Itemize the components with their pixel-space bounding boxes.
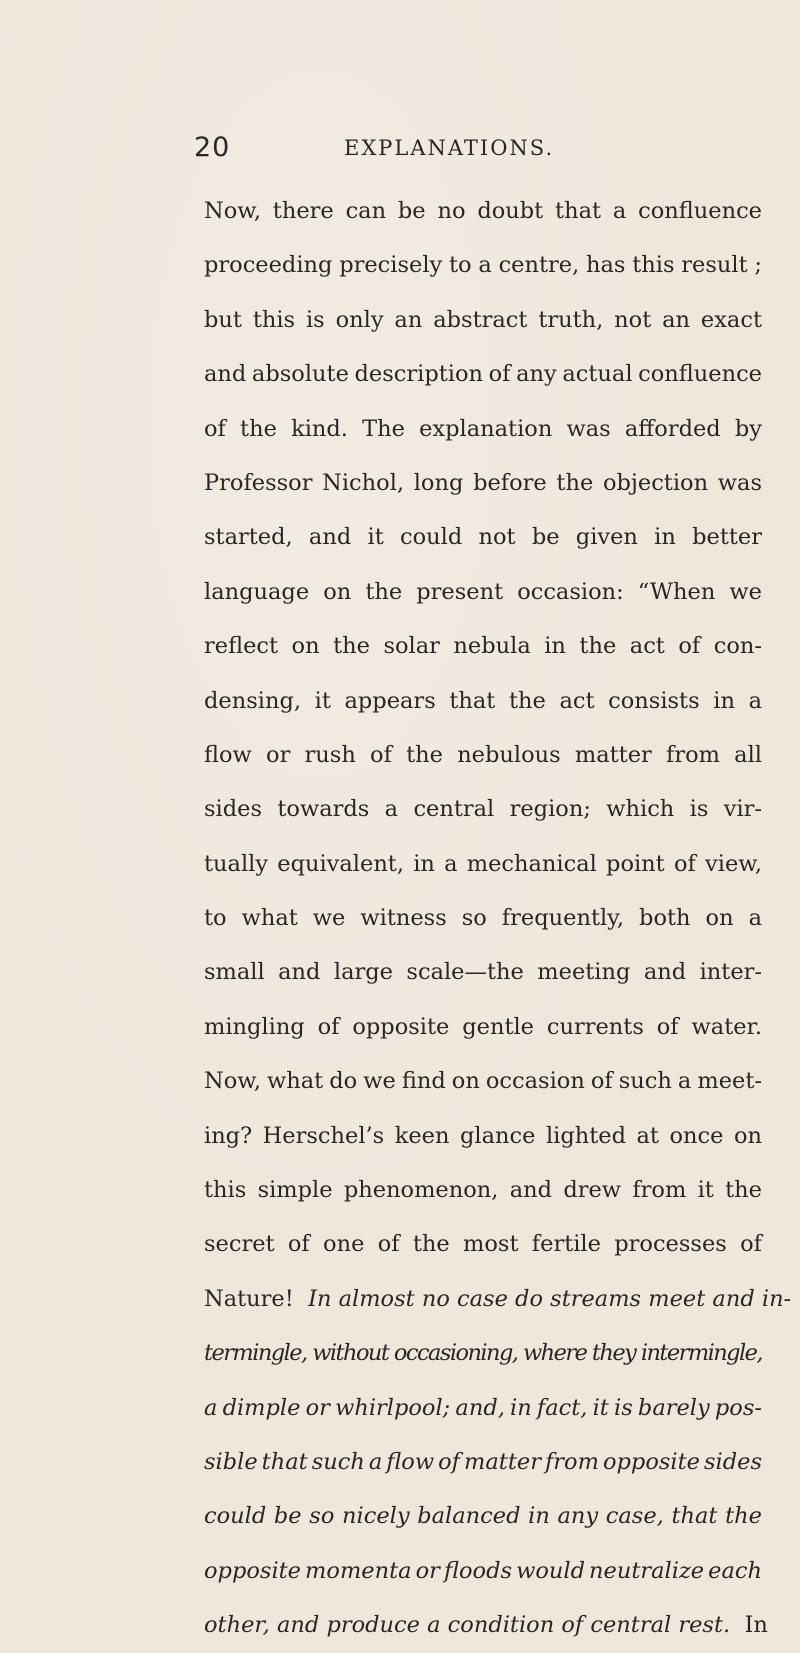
text-line: language on the present occasion: “When we (204, 578, 762, 605)
text-line: flow or rush of the nebulous matter from all (204, 741, 762, 768)
text-line: a dimple or whirlpool; and, in fact, it is barely pos- (204, 1394, 762, 1421)
text-line: ing? Herschel’s keen glance lighted at once on (204, 1122, 762, 1149)
text-line: and absolute description of any actual confluence (204, 361, 762, 388)
text-line: but this is only an abstract truth, not an exact (204, 306, 762, 333)
roman-text: In (730, 1612, 768, 1639)
text-line: to what we witness so frequently, both on a (204, 905, 762, 932)
text-line: Now, what do we find on occasion of such a meet- (204, 1068, 762, 1095)
text-line: sible that such a flow of matter from opposite sides (204, 1448, 762, 1475)
text-line: small and large scale—the meeting and inter- (204, 959, 762, 986)
text-line: Now, there can be no doubt that a confluence (204, 198, 762, 224)
text-line (204, 1598, 768, 1652)
text-line: mingling of opposite gentle currents of water. (204, 1013, 762, 1040)
text-line: termingle, without occasioning, where they intermingle, (204, 1340, 762, 1367)
roman-text: Nature! (204, 1285, 309, 1312)
text-line: secret of one of the most fertile processes of (204, 1231, 762, 1258)
text-line: of the kind. The explanation was afforded by (204, 415, 762, 442)
text-line: proceeding precisely to a centre, has this result ; (204, 252, 762, 279)
text-line: could be so nicely balanced in any case, that the (204, 1503, 762, 1530)
italic-text: In almost no case do streams meet and in- (308, 1285, 792, 1312)
text-line: Professor Nichol, long before the objection was (204, 469, 762, 496)
text-line: densing, it appears that the act consists in a (204, 687, 762, 714)
text-line: opposite momenta or floods would neutralize each (204, 1557, 762, 1584)
text-line: this simple phenomenon, and drew from it the (204, 1177, 762, 1204)
text-line (204, 1272, 792, 1326)
body-text (204, 184, 792, 1653)
page-number: 20 (194, 132, 231, 163)
text-line: tually equivalent, in a mechanical point of view, (204, 850, 762, 877)
text-line: started, and it could not be given in better (204, 524, 762, 551)
text-line: sides towards a central region; which is vir- (204, 796, 762, 823)
running-head: EXPLANATIONS. (344, 136, 555, 160)
page-header (194, 132, 754, 172)
italic-text: other, and produce a condition of central rest. (204, 1612, 731, 1639)
text-line: reflect on the solar nebula in the act of con- (204, 633, 762, 660)
